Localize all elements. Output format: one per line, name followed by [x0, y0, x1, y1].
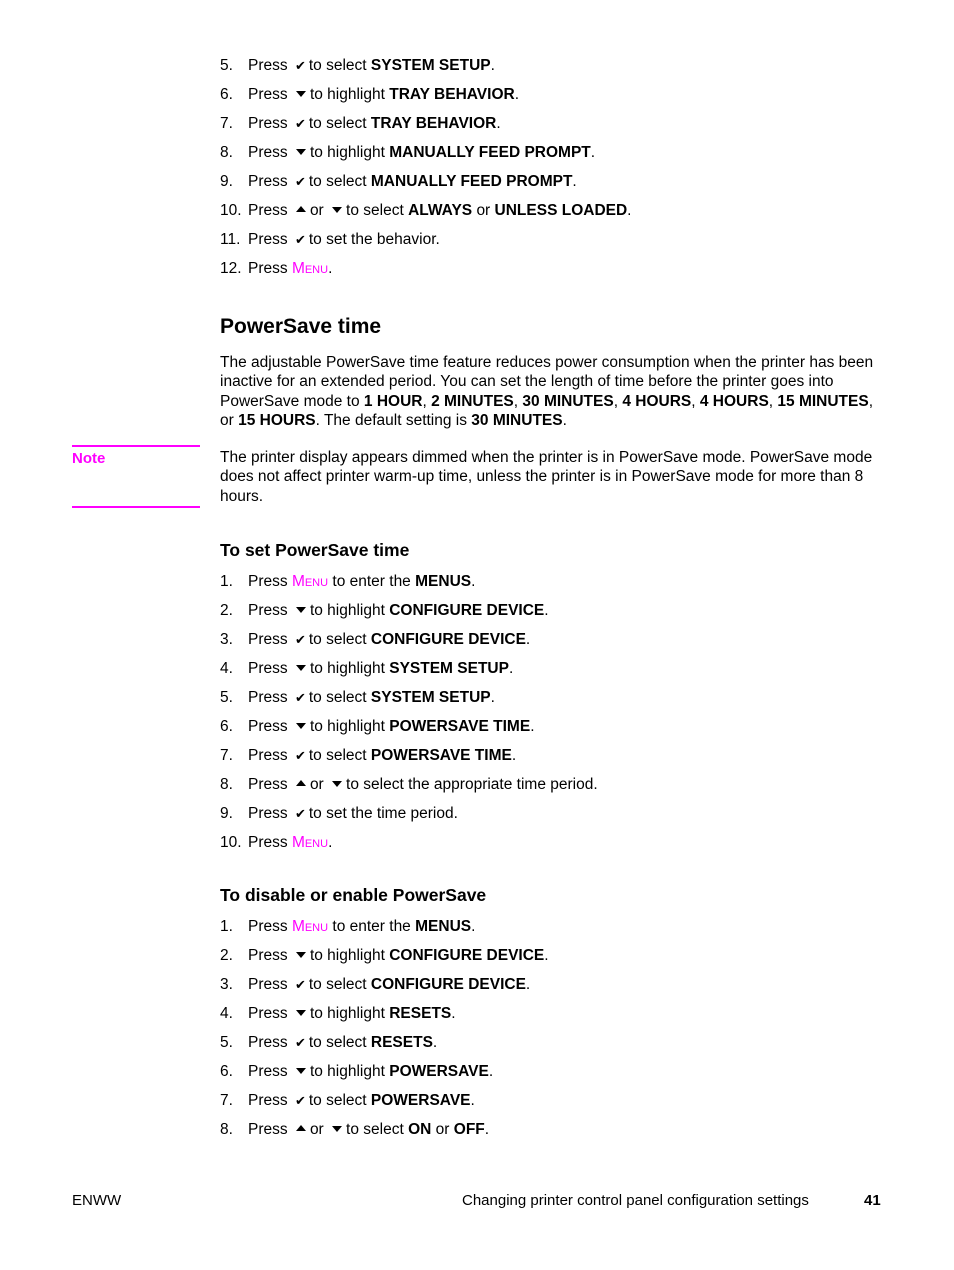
default-setting: 30 MINUTES — [471, 411, 563, 429]
down-arrow-icon — [332, 1126, 342, 1132]
menu-item-name: MENUS — [415, 573, 472, 590]
step-action: to highlight — [309, 1005, 385, 1022]
set-powersave-step-list — [220, 572, 900, 862]
menu-button-label: Menu — [291, 573, 329, 590]
step-verb: Press — [248, 86, 288, 103]
menu-item-name: CONFIGURE DEVICE — [389, 947, 545, 964]
menu-item-name: RESETS — [370, 1034, 433, 1051]
time-option: 15 HOURS — [238, 411, 316, 429]
step-text — [248, 1033, 437, 1053]
menu-item-name: MANUALLY FEED PROMPT — [389, 144, 591, 161]
step-text — [248, 917, 475, 937]
menu-button-label: Menu — [291, 260, 329, 277]
step-verb: Press — [248, 689, 288, 706]
list-item — [220, 1033, 900, 1062]
footer-chapter-title: Changing printer control panel configuration settings — [462, 1192, 809, 1209]
step-number: 5. — [220, 689, 233, 706]
step-action: to select — [308, 1092, 367, 1109]
step-verb: Press — [248, 115, 288, 132]
step-action: to select the appropriate time period. — [346, 776, 598, 793]
step-punct: . — [488, 1063, 494, 1080]
step-verb: Press — [248, 747, 288, 764]
step-punct: . — [451, 1005, 456, 1022]
step-action: to highlight — [309, 86, 385, 103]
step-verb: Press — [248, 918, 288, 935]
continued-step-list — [220, 56, 900, 288]
intro-text: , — [422, 392, 432, 410]
step-number: 7. — [220, 115, 233, 132]
step-verb: Press — [248, 231, 288, 248]
intro-text: , — [513, 392, 523, 410]
intro-paragraph — [220, 353, 885, 430]
step-number: 1. — [220, 918, 233, 935]
step-number: 5. — [220, 57, 233, 74]
step-punct: . — [490, 57, 495, 74]
list-item — [220, 56, 900, 85]
list-item — [220, 572, 900, 601]
checkmark-icon: ✔ — [294, 1035, 306, 1050]
step-text — [248, 143, 595, 163]
step-punct: . — [511, 747, 517, 764]
up-arrow-icon — [296, 780, 306, 786]
step-punct: . — [544, 947, 549, 964]
step-text — [248, 630, 530, 650]
menu-item-name: POWERSAVE — [389, 1063, 489, 1080]
intro-text: The adjustable PowerSave time feature reduces power consumption when the printer has been inactive for an extended period. You can set the length of time before the printer goes into PowerSave mode to — [220, 354, 874, 410]
step-number: 6. — [220, 86, 233, 103]
menu-button-label: Menu — [291, 918, 329, 935]
step-action: to select — [308, 173, 367, 190]
step-verb: Press — [248, 573, 288, 590]
step-punct: . — [590, 144, 596, 161]
step-verb: Press — [248, 631, 288, 648]
step-or: or — [309, 1121, 324, 1138]
list-item — [220, 1091, 900, 1120]
step-action: to set the behavior. — [308, 231, 440, 248]
menu-item-name: CONFIGURE DEVICE — [370, 631, 526, 648]
step-action: to select — [308, 631, 367, 648]
intro-text: , — [613, 392, 623, 410]
intro-text: , — [691, 392, 700, 410]
step-punct: . — [496, 115, 501, 132]
list-item — [220, 143, 900, 172]
step-number: 6. — [220, 718, 233, 735]
page-number: 41 — [864, 1192, 881, 1209]
footer-left: ENWW — [72, 1192, 122, 1209]
menu-item-name: CONFIGURE DEVICE — [389, 602, 545, 619]
menu-item-name: SYSTEM SETUP — [370, 689, 491, 706]
time-option: 4 HOURS — [622, 392, 692, 410]
step-text — [248, 1004, 456, 1024]
step-action: to enter the — [332, 918, 411, 935]
step-verb: Press — [248, 260, 288, 277]
step-punct: . — [328, 260, 333, 277]
intro-text: , or — [220, 392, 874, 429]
step-number: 7. — [220, 1092, 233, 1109]
step-or: or — [309, 202, 324, 219]
down-arrow-icon — [296, 952, 306, 958]
step-verb: Press — [248, 1121, 288, 1138]
step-verb: Press — [248, 202, 288, 219]
step-punct: . — [514, 86, 520, 103]
step-verb: Press — [248, 173, 288, 190]
menu-item-name: UNLESS LOADED — [494, 202, 628, 219]
step-text — [248, 601, 549, 621]
menu-item-name: POWERSAVE TIME — [389, 718, 531, 735]
menu-item-name: MENUS — [415, 918, 472, 935]
list-item — [220, 804, 900, 833]
step-text — [248, 259, 332, 279]
step-or: or — [309, 776, 324, 793]
list-item — [220, 601, 900, 630]
step-number: 8. — [220, 1121, 233, 1138]
step-verb: Press — [248, 1005, 288, 1022]
step-action: to select — [346, 202, 404, 219]
list-item — [220, 833, 900, 862]
checkmark-icon: ✔ — [294, 806, 306, 821]
step-text — [248, 201, 631, 221]
down-arrow-icon — [296, 91, 306, 97]
step-text — [248, 775, 598, 795]
step-text — [248, 975, 530, 995]
step-verb: Press — [248, 602, 288, 619]
list-item — [220, 688, 900, 717]
checkmark-icon: ✔ — [294, 174, 306, 189]
step-action: to select — [308, 1034, 367, 1051]
step-verb: Press — [248, 834, 288, 851]
subsection-title: To set PowerSave time — [220, 540, 410, 560]
menu-item-name: POWERSAVE TIME — [370, 747, 512, 764]
step-text — [248, 746, 516, 766]
list-item — [220, 259, 900, 288]
step-number: 2. — [220, 602, 233, 619]
checkmark-icon: ✔ — [294, 1093, 306, 1108]
step-text — [248, 114, 501, 134]
intro-text: . — [562, 411, 567, 429]
step-verb: Press — [248, 144, 288, 161]
step-text — [248, 56, 495, 76]
list-item — [220, 946, 900, 975]
step-text — [248, 572, 475, 592]
step-verb: Press — [248, 976, 288, 993]
step-number: 3. — [220, 631, 233, 648]
list-item — [220, 172, 900, 201]
menu-button-label: Menu — [291, 834, 329, 851]
step-text — [248, 946, 549, 966]
time-option: 30 MINUTES — [522, 392, 614, 410]
note-top-rule — [72, 445, 200, 447]
step-text — [248, 1091, 475, 1111]
down-arrow-icon — [296, 1010, 306, 1016]
list-item — [220, 230, 900, 259]
checkmark-icon: ✔ — [294, 748, 306, 763]
step-text — [248, 1120, 489, 1140]
menu-item-name: SYSTEM SETUP — [370, 57, 491, 74]
step-number: 12. — [220, 260, 242, 277]
menu-item-name: OFF — [453, 1121, 485, 1138]
intro-text: . The default setting is — [315, 411, 472, 429]
down-arrow-icon — [332, 781, 342, 787]
list-item — [220, 1120, 900, 1149]
checkmark-icon: ✔ — [294, 977, 306, 992]
list-item — [220, 717, 900, 746]
step-punct: . — [471, 573, 476, 590]
checkmark-icon: ✔ — [294, 632, 306, 647]
subsection-title: To disable or enable PowerSave — [220, 885, 487, 905]
step-action: to select — [308, 57, 367, 74]
step-punct: . — [530, 718, 535, 735]
step-verb: Press — [248, 1034, 288, 1051]
step-punct: . — [544, 602, 549, 619]
time-option: 15 MINUTES — [777, 392, 869, 410]
down-arrow-icon — [296, 1068, 306, 1074]
step-text — [248, 804, 458, 824]
list-item — [220, 975, 900, 1004]
time-option: 1 HOUR — [363, 392, 423, 410]
list-item — [220, 1062, 900, 1091]
menu-item-name: SYSTEM SETUP — [389, 660, 509, 677]
step-punct: . — [572, 173, 577, 190]
step-action: to select — [308, 115, 367, 132]
step-punct: . — [484, 1121, 490, 1138]
down-arrow-icon — [296, 723, 306, 729]
step-punct: . — [627, 202, 632, 219]
menu-item-name: CONFIGURE DEVICE — [370, 976, 526, 993]
step-number: 1. — [220, 573, 233, 590]
time-option: 2 MINUTES — [431, 392, 514, 410]
up-arrow-icon — [296, 1125, 306, 1131]
step-punct: . — [432, 1034, 438, 1051]
note-label: Note — [72, 450, 106, 467]
step-punct: . — [470, 1092, 475, 1109]
step-number: 2. — [220, 947, 233, 964]
step-verb: Press — [248, 1063, 288, 1080]
step-action: to enter the — [332, 573, 411, 590]
step-text — [248, 659, 513, 679]
intro-text: , — [768, 392, 778, 410]
menu-item-name: ALWAYS — [408, 202, 473, 219]
step-action: to select — [308, 689, 367, 706]
step-action: to set the time period. — [308, 805, 458, 822]
list-item — [220, 917, 900, 946]
step-number: 6. — [220, 1063, 233, 1080]
up-arrow-icon — [296, 206, 306, 212]
step-number: 9. — [220, 805, 233, 822]
step-verb: Press — [248, 718, 288, 735]
step-punct: . — [328, 834, 333, 851]
menu-item-name: TRAY BEHAVIOR — [370, 115, 497, 132]
step-text — [248, 833, 332, 853]
step-verb: Press — [248, 776, 288, 793]
step-text — [248, 1062, 493, 1082]
down-arrow-icon — [296, 149, 306, 155]
list-item — [220, 1004, 900, 1033]
menu-item-name: ON — [408, 1121, 432, 1138]
step-number: 10. — [220, 202, 242, 219]
step-or: or — [435, 1121, 450, 1138]
checkmark-icon: ✔ — [294, 232, 306, 247]
step-action: to highlight — [309, 144, 385, 161]
step-verb: Press — [248, 1092, 288, 1109]
step-text — [248, 688, 495, 708]
step-text — [248, 230, 440, 250]
step-text — [248, 717, 535, 737]
list-item — [220, 630, 900, 659]
step-number: 4. — [220, 1005, 233, 1022]
list-item — [220, 85, 900, 114]
step-number: 11. — [220, 231, 241, 248]
time-option: 4 HOURS — [699, 392, 769, 410]
list-item — [220, 114, 900, 143]
checkmark-icon: ✔ — [294, 58, 306, 73]
list-item — [220, 201, 900, 230]
disable-powersave-step-list — [220, 917, 900, 1149]
step-number: 5. — [220, 1034, 233, 1051]
step-action: to select — [308, 976, 367, 993]
step-number: 8. — [220, 144, 233, 161]
step-or: or — [476, 202, 491, 219]
step-number: 7. — [220, 747, 233, 764]
step-punct: . — [525, 631, 531, 648]
step-number: 8. — [220, 776, 233, 793]
step-action: to highlight — [309, 947, 385, 964]
step-text — [248, 172, 577, 192]
step-number: 10. — [220, 834, 242, 851]
section-title: PowerSave time — [220, 315, 382, 338]
step-action: to select — [308, 747, 367, 764]
down-arrow-icon — [296, 607, 306, 613]
note-text: The printer display appears dimmed when the printer is in PowerSave mode. PowerSave mode does not affect printer warm-up time, unless the printer is in PowerSave mode for more than 8 hours. — [220, 449, 873, 505]
step-punct: . — [508, 660, 514, 677]
step-action: to select — [346, 1121, 404, 1138]
step-action: to highlight — [309, 1063, 385, 1080]
checkmark-icon: ✔ — [294, 116, 306, 131]
menu-item-name: MANUALLY FEED PROMPT — [370, 173, 573, 190]
step-action: to highlight — [309, 602, 385, 619]
step-number: 9. — [220, 173, 233, 190]
menu-item-name: TRAY BEHAVIOR — [389, 86, 515, 103]
step-verb: Press — [248, 947, 288, 964]
menu-item-name: POWERSAVE — [370, 1092, 471, 1109]
checkmark-icon: ✔ — [294, 690, 306, 705]
step-punct: . — [490, 689, 495, 706]
down-arrow-icon — [332, 207, 342, 213]
step-verb: Press — [248, 805, 288, 822]
list-item — [220, 659, 900, 688]
step-verb: Press — [248, 57, 288, 74]
step-punct: . — [525, 976, 531, 993]
step-action: to highlight — [309, 660, 385, 677]
step-punct: . — [471, 918, 476, 935]
list-item — [220, 746, 900, 775]
menu-item-name: RESETS — [389, 1005, 452, 1022]
step-verb: Press — [248, 660, 288, 677]
note-bottom-rule — [72, 506, 200, 508]
list-item — [220, 775, 900, 804]
step-text — [248, 85, 519, 105]
step-action: to highlight — [309, 718, 385, 735]
step-number: 3. — [220, 976, 233, 993]
down-arrow-icon — [296, 665, 306, 671]
step-number: 4. — [220, 660, 233, 677]
